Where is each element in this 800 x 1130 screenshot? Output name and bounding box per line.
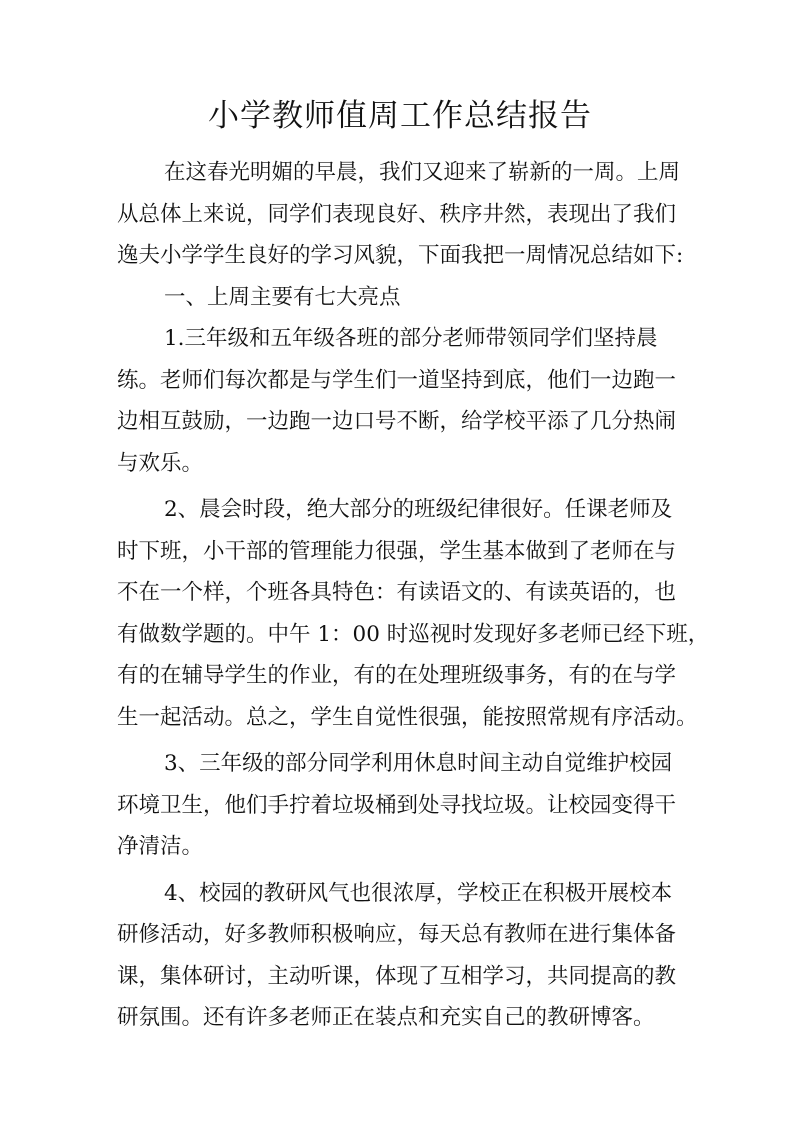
text-line: 课，集体研讨，主动听课，体现了互相学习，共同提高的教	[117, 963, 677, 989]
text-line: 3、三年级的部分同学利用休息时间主动自觉维护校园	[164, 751, 673, 776]
text-line: 2、晨会时段，绝大部分的班级纪律很好。任课老师及	[164, 497, 673, 522]
text-line: 净清洁。	[117, 834, 204, 859]
text-line: 逸夫小学学生良好的学习风貌，下面我把一周情况总结如下:	[117, 243, 684, 268]
text-line: 有的在辅导学生的作业，有的在处理班级事务，有的在与学	[117, 663, 677, 688]
text-line: 4、校园的教研风气也很浓厚，学校正在积极开展校本	[164, 880, 673, 906]
text-line: 有做数学题的。中午 1：00 时巡视时发现好多老师已经下班，	[117, 621, 710, 647]
text-line: 生一起活动。总之，学生自觉性很强，能按照常规有序活动。	[117, 704, 698, 730]
text-line: 在这春光明媚的早晨，我们又迎来了崭新的一周。上周	[164, 160, 681, 185]
text-line: 与欢乐。	[117, 450, 204, 476]
text-line: 不在一个样，个班各具特色：有读语文的、有读英语的，也	[117, 580, 677, 605]
document-title: 小学教师值周工作总结报告	[208, 98, 592, 134]
text-line: 研氛围。还有许多老师正在装点和充实自己的教研博客。	[117, 1005, 655, 1030]
text-line: 边相互鼓励，一边跑一边口号不断，给学校平添了几分热闹	[117, 409, 677, 434]
text-line: 研修活动，好多教师积极响应，每天总有教师在进行集体备	[117, 922, 677, 947]
text-line: 从总体上来说，同学们表现良好、秩序井然，表现出了我们	[117, 201, 677, 227]
text-line: 一、上周主要有七大亮点	[164, 284, 401, 310]
text-line: 环境卫生，他们手拧着垃圾桶到处寻找垃圾。让校园变得干	[117, 792, 677, 818]
text-line: 练。老师们每次都是与学生们一道坚持到底，他们一边跑一	[117, 367, 677, 393]
text-line: 时下班，小干部的管理能力很强，学生基本做到了老师在与	[117, 538, 677, 564]
text-line: 1.三年级和五年级各班的部分老师带领同学们坚持晨	[164, 326, 658, 351]
document-body	[117, 152, 710, 1039]
